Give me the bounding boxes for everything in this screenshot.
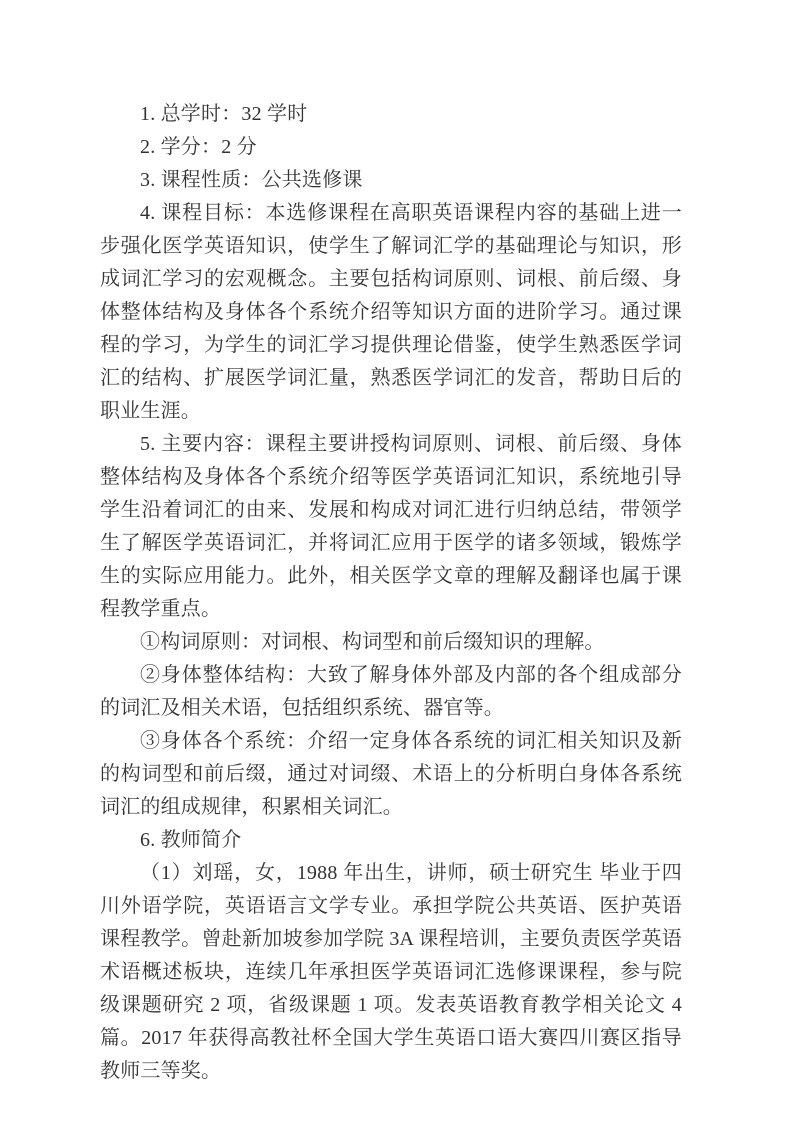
paragraph-main-content: 5. 主要内容：课程主要讲授构词原则、词根、前后缀、身体整体结构及身体各个系统介绍等医学英语词汇知识，系统地引导学生沿着词汇的由来、发展和构成对词汇进行归纳总结，带领学生了解医学英语词汇，并将词汇应用于医学的诸多领域，锻炼学生的实际应用能力。此外，相关医学文章的理解及翻译也属于课程教学重点。 <box>100 433 682 620</box>
paragraph-item-1: ①构词原则：对词根、构词型和前后缀知识的理解。 <box>140 631 605 653</box>
paragraph-item-3: ③身体各个系统：介绍一定身体各系统的词汇相关知识及新的构词型和前后缀，通过对词缀、术语上的分析明白身体各系统词汇的组成规律，积累相关词汇。 <box>100 730 682 818</box>
page-content <box>100 98 682 1088</box>
paragraph-course-nature: 3. 课程性质：公共选修课 <box>140 169 363 191</box>
paragraph-course-goals: 4. 课程目标：本选修课程在高职英语课程内容的基础上进一步强化医学英语知识，使学生了解词汇学的基础理论与知识，形成词汇学习的宏观概念。主要包括构词原则、词根、前后缀、身体整体结构及身体各个系统介绍等知识方面的进阶学习。通过课程的学习，为学生的词汇学习提供理论借鉴，使学生熟悉医学词汇的结构、扩展医学词汇量，熟悉医学词汇的发音，帮助日后的职业生涯。 <box>100 202 682 422</box>
paragraph-teacher-intro: 6. 教师简介 <box>140 829 242 851</box>
paragraph-credits: 2. 学分：2 分 <box>140 136 257 158</box>
paragraph-total-hours: 1. 总学时：32 学时 <box>140 103 308 125</box>
paragraph-item-2: ②身体整体结构：大致了解身体外部及内部的各个组成部分的词汇及相关术语，包括组织系统、器官等。 <box>100 664 682 719</box>
paragraph-teacher-bio: （1）刘瑶，女，1988 年出生，讲师，硕士研究生 毕业于四川外语学院，英语语言文学专业。承担学院公共英语、医护英语课程教学。曾赴新加坡参加学院 3A 课程培训，主要负责医学英语术语概述板块，连续几年承担医学英语词汇选修课课程，参与院级课题研究 2 项，省级课题 1 项。发表英语教育教学相关论文 4 篇。2017 年获得高教社杯全国大学生英语口语大赛四川赛区指导教师三等奖。 <box>100 862 682 1082</box>
